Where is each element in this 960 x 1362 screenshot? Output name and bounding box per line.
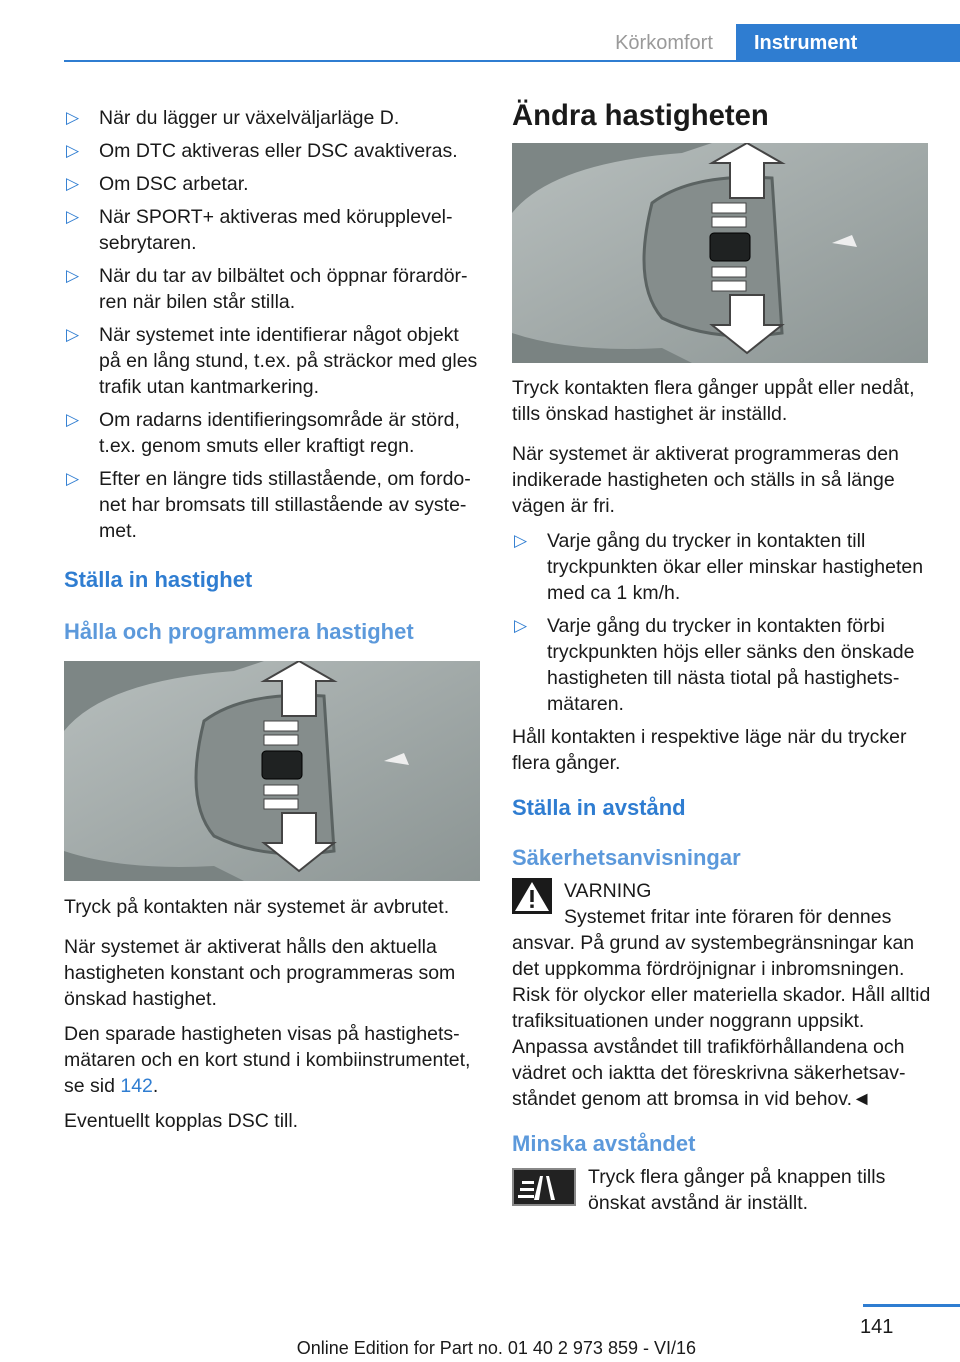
warning-triangle-icon (512, 878, 552, 914)
steering-wheel-control-image-2 (512, 143, 928, 363)
paragraph: Tryck kontakten flera gånger uppåt eller nedåt, tills önskad hastighet är inställd. (512, 377, 915, 425)
list-item: ▷ När du tar av bilbältet och öppnar förardörren när bilen står stilla. (66, 265, 468, 313)
paragraph: När systemet är aktiverat hålls den aktuella hastigheten konstant och programmeras som önskad hastighet. (64, 936, 456, 1010)
warning-block (512, 878, 932, 1112)
reduce-distance-text: Tryck flera gånger på knappen tills önskat avstånd är inställt. (588, 1166, 886, 1214)
paragraph-text: Den sparade hastigheten visas på hastighetsmätaren och en kort stund i kombiinstrumentet, se sid (64, 1023, 471, 1097)
list-item: ▷ När SPORT+ aktiveras med körupplevelsebrytaren. (66, 206, 453, 254)
list-item: ▷ Efter en längre tids stillastående, om fordonet har bromsats till stillastående av systemet. (66, 468, 471, 542)
right-bullet-list (512, 528, 932, 717)
right-column (512, 100, 932, 1216)
triangle-bullet-icon: ▷ (66, 410, 80, 429)
steering-wheel-illustration (64, 661, 480, 881)
triangle-bullet-icon: ▷ (66, 266, 80, 285)
footer-edition-text: Online Edition for Part no. 01 40 2 973 859 - VI/16 (296, 1338, 696, 1358)
distance-button-icon (512, 1168, 576, 1206)
list-item: ▷ När systemet inte identifierar något objekt på en lång stund, t.ex. på sträckor med gles trafik utan kantmarkering. (66, 324, 478, 398)
steering-wheel-control-image (64, 661, 480, 881)
paragraph: När systemet är aktiverat programmeras den indikerade hastigheten och ställs in så länge vägen är fri. (512, 443, 899, 517)
subsection-title-sakerhetsanvisningar: Säkerhetsanvisningar (512, 845, 741, 870)
section-title-stalla-in-hastighet: Ställa in hastighet (64, 567, 253, 592)
list-item: ▷ Om DSC arbetar. (66, 173, 249, 195)
list-item: ▷ Varje gång du trycker in kontakten förbi tryckpunkten höjs eller sänks den önskade hastigheten till nästa tiotal på hastighetsmätaren. (514, 615, 915, 715)
header-rule (64, 60, 960, 62)
paragraph-text: . (152, 1075, 159, 1097)
steering-wheel-illustration (512, 143, 928, 363)
reduce-distance-row (512, 1164, 932, 1216)
warning-label: VARNING (564, 880, 652, 902)
page-number: 141 (860, 1316, 894, 1338)
triangle-bullet-icon: ▷ (514, 531, 528, 550)
warning-text-first-line: Systemet fritar inte föraren för dennes (564, 906, 892, 928)
subsection-title-halla-hastighet: Hålla och programmera hastighet (64, 619, 414, 644)
triangle-bullet-icon: ▷ (514, 616, 528, 635)
triangle-bullet-icon: ▷ (66, 141, 80, 160)
paragraph (64, 1021, 482, 1099)
subsection-title-minska-avstandet: Minska avståndet (512, 1131, 696, 1156)
left-bullet-list (64, 105, 482, 544)
triangle-bullet-icon: ▷ (66, 108, 80, 127)
header-tab-instrument: Instrument (736, 24, 960, 62)
triangle-bullet-icon: ▷ (66, 207, 80, 226)
header-tab-korkomfort: Körkomfort (615, 31, 713, 54)
section-title-stalla-in-avstand: Ställa in avstånd (512, 795, 686, 820)
paragraph: Tryck på kontakten när systemet är avbrutet. (64, 896, 450, 918)
left-column (64, 105, 482, 1143)
paragraph: Håll kontakten i respektive läge när du trycker flera gånger. (512, 726, 907, 774)
section-title-andra-hastigheten: Ändra hastigheten (512, 100, 769, 132)
footer-rule (863, 1304, 960, 1307)
triangle-bullet-icon: ▷ (66, 469, 80, 488)
list-item: ▷ Varje gång du trycker in kontakten till tryckpunkten ökar eller minskar hastigheten med ca 1 km/h. (514, 530, 924, 604)
list-item: ▷ Om radarns identifieringsområde är störd, t.ex. genom smuts eller kraftigt regn. (66, 409, 460, 457)
paragraph: Eventuellt kopplas DSC till. (64, 1110, 299, 1132)
list-item: ▷ Om DTC aktiveras eller DSC avaktiveras. (66, 140, 458, 162)
triangle-bullet-icon: ▷ (66, 325, 80, 344)
list-item: ▷ När du lägger ur växelväljarläge D. (66, 107, 400, 129)
triangle-bullet-icon: ▷ (66, 174, 80, 193)
warning-text: ansvar. På grund av systembegränsningar kan det uppkomma fördröjnignar i inbromsningen. Risk för olyckor eller materiella skador. Håll alltid trafiksituationen under noggrann uppsikt. Anpassa avståndet till trafikförhållandena och vädret och iaktta det föreskrivna säkerhetsavståndet genom att bromsa in vid behov.◄ (512, 932, 931, 1110)
page-reference-link[interactable]: 142 (120, 1075, 153, 1097)
